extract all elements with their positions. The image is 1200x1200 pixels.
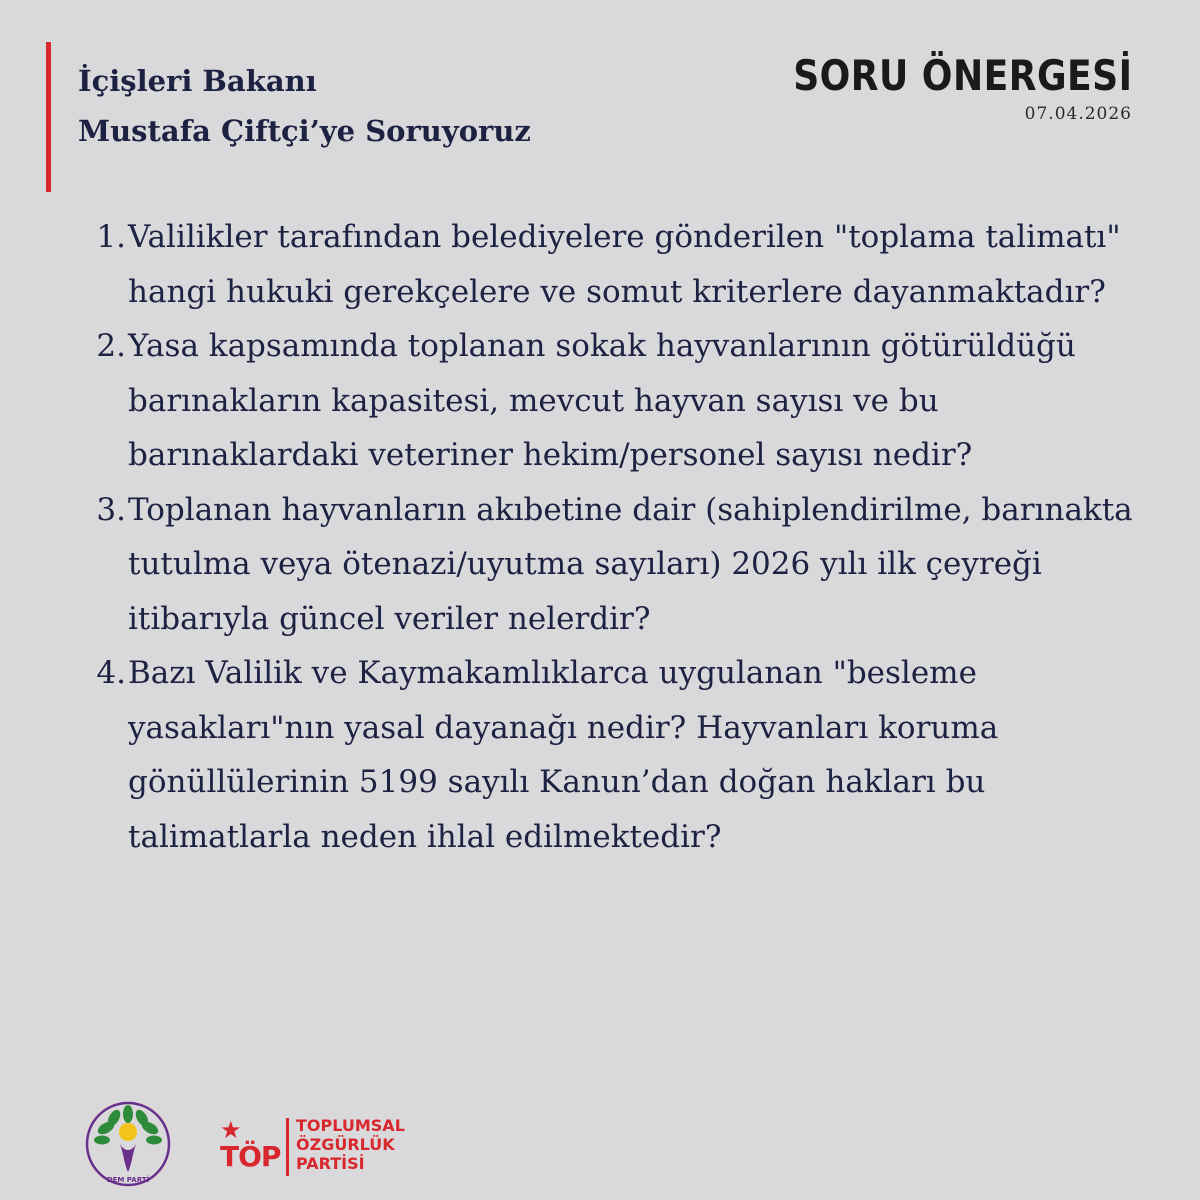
question-item xyxy=(80,646,1170,864)
dem-parti-logo xyxy=(84,1100,172,1188)
footer-logos xyxy=(84,1100,584,1190)
question-text: Valilikler tarafından belediyelere gönderilen "toplama talimatı" hangi hukuki gerekçelere ve somut kriterlere dayanmaktadır? xyxy=(128,219,1121,310)
question-number: 3. xyxy=(96,491,126,528)
question-item xyxy=(80,319,1170,483)
question-number: 4. xyxy=(96,655,126,691)
question-text: Toplanan hayvanların akıbetine dair (sahiplendirilme, barınakta tutulma veya ötenazi/uyutma sayıları) 2026 yılı ilk çeyreği itibarıyla güncel veriler nelerdir? xyxy=(128,491,1133,637)
top-divider xyxy=(286,1118,289,1176)
question-number: 1. xyxy=(96,219,126,255)
top-name-line-2: ÖZGÜRLÜK xyxy=(296,1135,395,1154)
title-line-1: İçişleri Bakanı xyxy=(78,64,317,98)
header-title xyxy=(78,56,531,156)
dem-logo-text: DEM PARTİ xyxy=(106,1176,150,1184)
question-item xyxy=(80,483,1170,647)
top-party-logo xyxy=(220,1112,510,1182)
question-item xyxy=(80,210,1170,319)
accent-bar xyxy=(46,42,51,192)
doc-date: 07.04.2026 xyxy=(1024,104,1132,124)
top-acronym: TÖP xyxy=(220,1140,281,1173)
doc-type: SORU ÖNERGESİ xyxy=(792,51,1132,100)
question-list xyxy=(80,210,1170,864)
star-icon: ★ xyxy=(220,1116,242,1144)
question-text: Bazı Valilik ve Kaymakamlıklarca uygulanan "besleme yasakları"nın yasal dayanağı nedir? Hayvanları koruma gönüllülerinin 5199 sayılı Kanun’dan doğan hakları bu talimatlarla neden ihlal edilmektedir? xyxy=(128,655,999,855)
top-name-line-3: PARTİSİ xyxy=(296,1154,365,1173)
question-text: Yasa kapsamında toplanan sokak hayvanlarının götürüldüğü barınakların kapasitesi, mevcut hayvan sayısı ve bu barınaklardaki veteriner hekim/personel sayısı nedir? xyxy=(128,328,1076,473)
question-number: 2. xyxy=(96,328,126,364)
header-meta xyxy=(738,50,1132,124)
top-full-name xyxy=(296,1116,405,1173)
top-name-line-1: TOPLUMSAL xyxy=(296,1116,405,1135)
title-line-2: Mustafa Çiftçi’ye Soruyoruz xyxy=(78,114,531,148)
